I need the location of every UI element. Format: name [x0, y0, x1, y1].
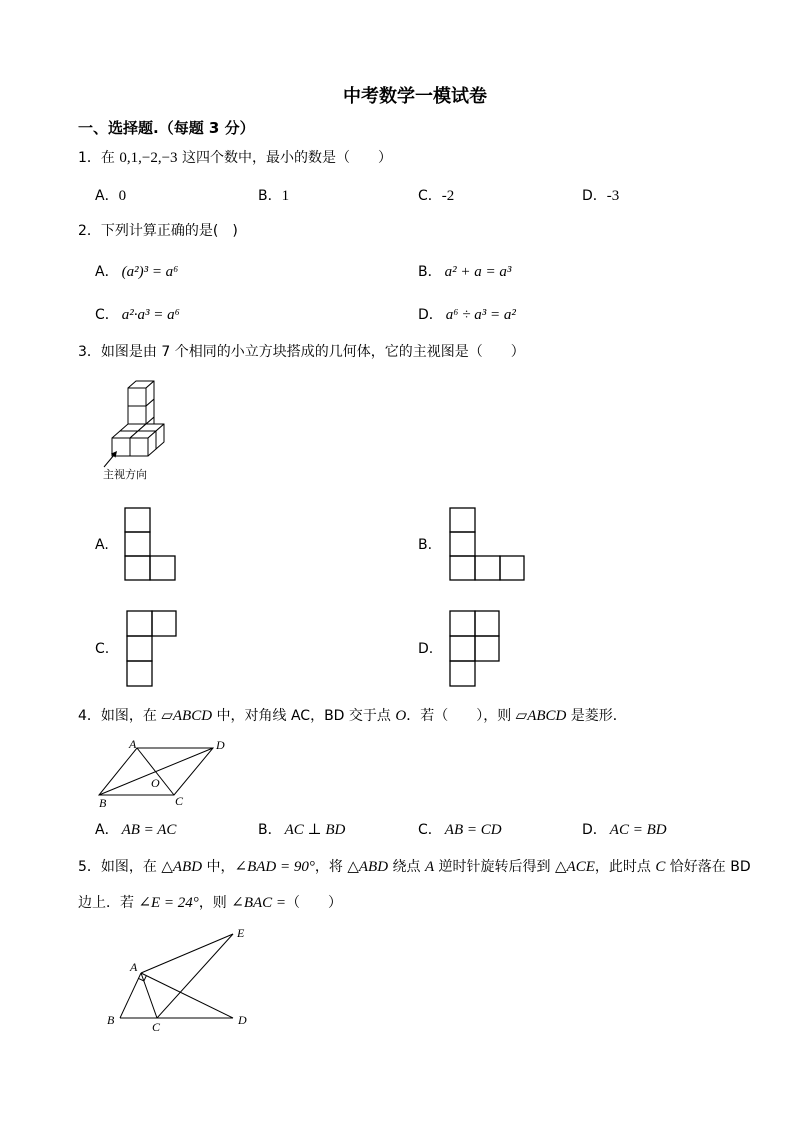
q5-label-b: B — [107, 1013, 115, 1027]
q5-label-d: D — [238, 1013, 247, 1027]
grid-square — [450, 532, 475, 556]
stem-text: 恰好落在 BD — [665, 859, 751, 875]
option-expression: a² + a = a³ — [444, 264, 512, 280]
cube-stack-figure — [112, 381, 164, 456]
q4-option-b — [258, 820, 345, 840]
q3-option-c-grid — [127, 611, 176, 686]
q2-option-a — [95, 262, 178, 282]
option-value: -3 — [606, 188, 620, 204]
section-heading: 一、选择题.（每题 3 分） — [78, 119, 255, 137]
stem-math: ∠E = 24° — [138, 895, 199, 911]
stem-math: △ABD — [347, 859, 389, 875]
segment-ab — [120, 973, 141, 1018]
question-2-stem: 2．下列计算正确的是( ) — [78, 223, 238, 239]
segment-ec — [157, 934, 233, 1018]
option-expression: AB = AC — [121, 822, 177, 838]
q3-option-d-label: D. — [418, 641, 434, 657]
q4-label-c: C — [175, 794, 184, 808]
stem-text: 5．如图，在 — [78, 859, 162, 875]
stem-math: ▱ABCD — [515, 708, 567, 724]
cube-front-right — [130, 431, 156, 456]
stem-text: ，将 — [314, 859, 348, 875]
option-label: D． — [418, 307, 443, 323]
q1-option-d — [582, 186, 619, 206]
option-label: C． — [95, 307, 119, 323]
stem-math: C — [655, 859, 666, 875]
question-1-numbers: 0,1,−2,−3 — [119, 150, 178, 166]
question-1-stem — [78, 148, 392, 168]
option-expression: AB = CD — [444, 822, 502, 838]
grid-square — [150, 556, 175, 580]
option-label: A． — [95, 822, 119, 838]
option-label: C． — [418, 188, 442, 204]
stem-text: 中，对角线 AC，BD 交于点 — [212, 708, 396, 724]
option-value: 0 — [118, 188, 127, 204]
q5-label-c: C — [152, 1020, 161, 1034]
q5-rotation-figure — [120, 934, 233, 1018]
q2-option-c — [95, 305, 180, 325]
grid-square — [127, 636, 152, 661]
question-5-stem-line-2 — [78, 893, 342, 913]
stem-text: 中， — [202, 859, 235, 875]
option-expression: AC ⊥ BD — [284, 822, 346, 838]
q3-option-d-grid — [450, 611, 499, 686]
q3-option-b-label: B. — [418, 537, 433, 553]
segment-ae — [141, 934, 233, 973]
option-label: B． — [258, 822, 282, 838]
stem-math: ▱ABCD — [161, 708, 213, 724]
cube-front-face — [130, 438, 148, 456]
stem-text: ，则 — [198, 895, 232, 911]
q4-label-d: D — [216, 738, 225, 752]
question-1-suffix: 这四个数中，最小的数是（ ） — [177, 150, 392, 166]
q4-option-c — [418, 820, 502, 840]
grid-square — [450, 661, 475, 686]
view-direction-caption: 主视方向 — [103, 468, 147, 481]
q1-option-a — [95, 186, 126, 206]
grid-square — [125, 556, 150, 580]
stem-text: 边上．若 — [78, 895, 139, 911]
option-value: -2 — [441, 188, 455, 204]
option-label: B． — [418, 264, 442, 280]
page-title: 中考数学一模试卷 — [343, 86, 487, 107]
grid-square — [500, 556, 524, 580]
grid-square — [125, 508, 150, 532]
stem-math: ∠BAC = — [231, 895, 287, 911]
grid-square — [450, 556, 475, 580]
option-label: A． — [95, 188, 119, 204]
grid-square — [450, 508, 475, 532]
stem-math: ∠BAD = 90° — [234, 859, 315, 875]
question-4-stem — [78, 706, 627, 726]
question-5-stem-line-1 — [78, 857, 751, 877]
view-direction-arrow-line — [104, 455, 114, 467]
stem-math: △ACE — [555, 859, 595, 875]
grid-square — [127, 661, 152, 686]
stem-text: ，此时点 — [594, 859, 656, 875]
cube-back-top — [128, 381, 154, 406]
q2-option-d — [418, 305, 516, 325]
q2-option-b — [418, 262, 511, 282]
grid-square — [475, 556, 500, 580]
q3-option-c-label: C. — [95, 641, 110, 657]
cube-front-face — [128, 388, 146, 406]
q3-option-b-grid — [450, 508, 524, 580]
grid-square — [450, 636, 475, 661]
option-expression: a⁶ ÷ a³ = a² — [445, 307, 516, 323]
q3-option-a-grid — [125, 508, 175, 580]
question-3-stem: 3．如图是由 7 个相同的小立方块搭成的几何体，它的主视图是（ ） — [78, 344, 525, 360]
stem-math: A — [424, 859, 435, 875]
stem-math: O — [395, 708, 407, 724]
q4-label-b: B — [99, 796, 107, 810]
option-label: C． — [418, 822, 442, 838]
grid-square — [450, 611, 475, 636]
q1-option-c — [418, 186, 454, 206]
q3-option-a-label: A. — [95, 537, 109, 553]
stem-text: 绕点 — [388, 859, 425, 875]
q4-option-d — [582, 820, 667, 840]
grid-square — [475, 611, 499, 636]
option-expression: (a²)³ = a⁶ — [121, 264, 179, 280]
grid-square — [127, 611, 152, 636]
cube-front-face — [128, 406, 146, 424]
grid-square — [475, 636, 499, 661]
option-label: A． — [95, 264, 119, 280]
option-value: 1 — [281, 188, 290, 204]
q4-label-o: O — [151, 776, 160, 790]
stem-text: 4．如图，在 — [78, 708, 162, 724]
option-label: D． — [582, 822, 607, 838]
stem-math: △ABD — [161, 859, 203, 875]
grid-square — [125, 532, 150, 556]
q5-label-e: E — [237, 926, 245, 940]
stem-text: 是菱形． — [566, 708, 627, 724]
option-expression: a²·a³ = a⁶ — [121, 307, 180, 323]
q4-option-a — [95, 820, 176, 840]
stem-text: （ ） — [286, 895, 343, 911]
option-label: B． — [258, 188, 282, 204]
option-expression: AC = BD — [609, 822, 667, 838]
stem-text: ．若（ ），则 — [406, 708, 516, 724]
stem-text: 逆时针旋转后得到 — [434, 859, 556, 875]
q1-option-b — [258, 186, 289, 206]
grid-square — [152, 611, 176, 636]
question-1-prefix: 1．在 — [78, 150, 120, 166]
q5-label-a: A — [130, 960, 138, 974]
q4-label-a: A — [129, 737, 137, 751]
option-label: D． — [582, 188, 607, 204]
